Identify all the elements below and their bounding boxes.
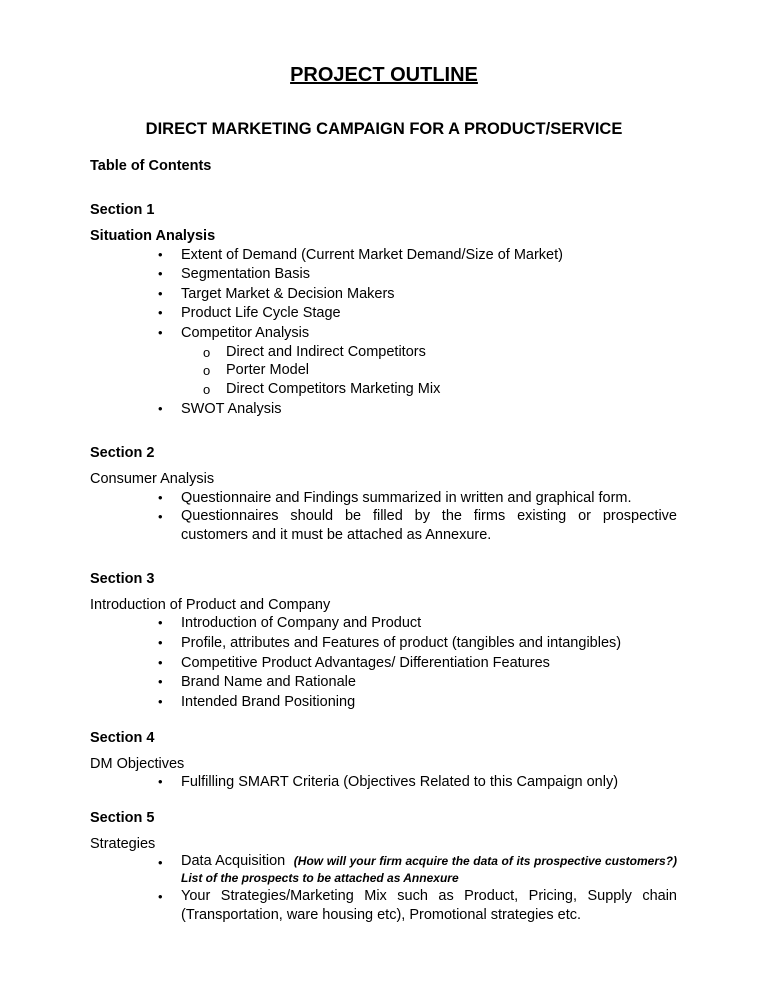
- bullet-glyph: •: [158, 490, 163, 505]
- bullet-glyph: •: [158, 247, 163, 262]
- section-5-name: Strategies: [90, 836, 156, 852]
- list-item: Intended Brand Positioning: [181, 694, 356, 710]
- list-item: SWOT Analysis: [181, 401, 282, 417]
- list-item-label: Data Acquisition: [181, 853, 286, 869]
- bullet-glyph: •: [158, 774, 163, 789]
- bullet-glyph: •: [158, 266, 163, 281]
- bullet-glyph: •: [158, 286, 163, 301]
- bullet-glyph: •: [158, 509, 163, 524]
- bullet-glyph: •: [158, 615, 163, 630]
- sub-bullet-glyph: o: [203, 363, 211, 378]
- toc-label: Table of Contents: [90, 158, 212, 174]
- bullet-glyph: •: [158, 635, 163, 650]
- list-item: Extent of Demand (Current Market Demand/Size of Market): [181, 247, 563, 263]
- list-item: Competitive Product Advantages/ Differentiation Features: [181, 655, 550, 671]
- sub-list-item: Direct Competitors Marketing Mix: [226, 381, 441, 397]
- list-item: Segmentation Basis: [181, 266, 310, 282]
- list-item: Questionnaire and Findings summarized in written and graphical form.: [181, 490, 632, 506]
- bullet-glyph: •: [158, 889, 163, 904]
- bullet-glyph: •: [158, 305, 163, 320]
- section-5-heading: Section 5: [90, 810, 155, 826]
- list-item: [181, 853, 677, 887]
- list-item: Brand Name and Rationale: [181, 674, 356, 690]
- list-item: Target Market & Decision Makers: [181, 286, 395, 302]
- sub-bullet-glyph: o: [203, 345, 211, 360]
- list-item: Product Life Cycle Stage: [181, 305, 341, 321]
- section-2-heading: Section 2: [90, 445, 155, 461]
- sub-list-item: Porter Model: [226, 362, 310, 378]
- list-item: Questionnaires should be filled by the firms existing or prospective customers and it must be attached as Annexure.: [181, 508, 677, 543]
- list-item: Profile, attributes and Features of product (tangibles and intangibles): [181, 635, 622, 651]
- bullet-glyph: •: [158, 674, 163, 689]
- list-item: Competitor Analysis: [181, 325, 310, 341]
- section-3-name: Introduction of Product and Company: [90, 597, 331, 613]
- list-item: Fulfilling SMART Criteria (Objectives Related to this Campaign only): [181, 774, 619, 790]
- bullet-glyph: •: [158, 655, 163, 670]
- bullet-glyph: •: [158, 694, 163, 709]
- list-item: Your Strategies/Marketing Mix such as Product, Pricing, Supply chain (Transportation, ware housing etc), Promotional strategies etc.: [181, 888, 677, 923]
- list-item: Introduction of Company and Product: [181, 615, 422, 631]
- bullet-glyph: •: [158, 325, 163, 340]
- section-3-heading: Section 3: [90, 571, 155, 587]
- annotation-note: (How will your firm acquire the data of its prospective customers?) List of the prospects to be attached as Annexure: [181, 854, 678, 885]
- page-title: PROJECT OUTLINE: [290, 64, 478, 86]
- bullet-glyph: •: [158, 401, 163, 416]
- section-1-name: Situation Analysis: [90, 228, 216, 244]
- section-2-name: Consumer Analysis: [90, 471, 215, 487]
- sub-bullet-glyph: o: [203, 382, 211, 397]
- sub-list-item: Direct and Indirect Competitors: [226, 344, 426, 360]
- bullet-glyph: •: [158, 855, 163, 870]
- document-subtitle: DIRECT MARKETING CAMPAIGN FOR A PRODUCT/SERVICE: [145, 120, 623, 138]
- section-1-heading: Section 1: [90, 202, 155, 218]
- section-4-heading: Section 4: [90, 730, 155, 746]
- section-4-name: DM Objectives: [90, 756, 185, 772]
